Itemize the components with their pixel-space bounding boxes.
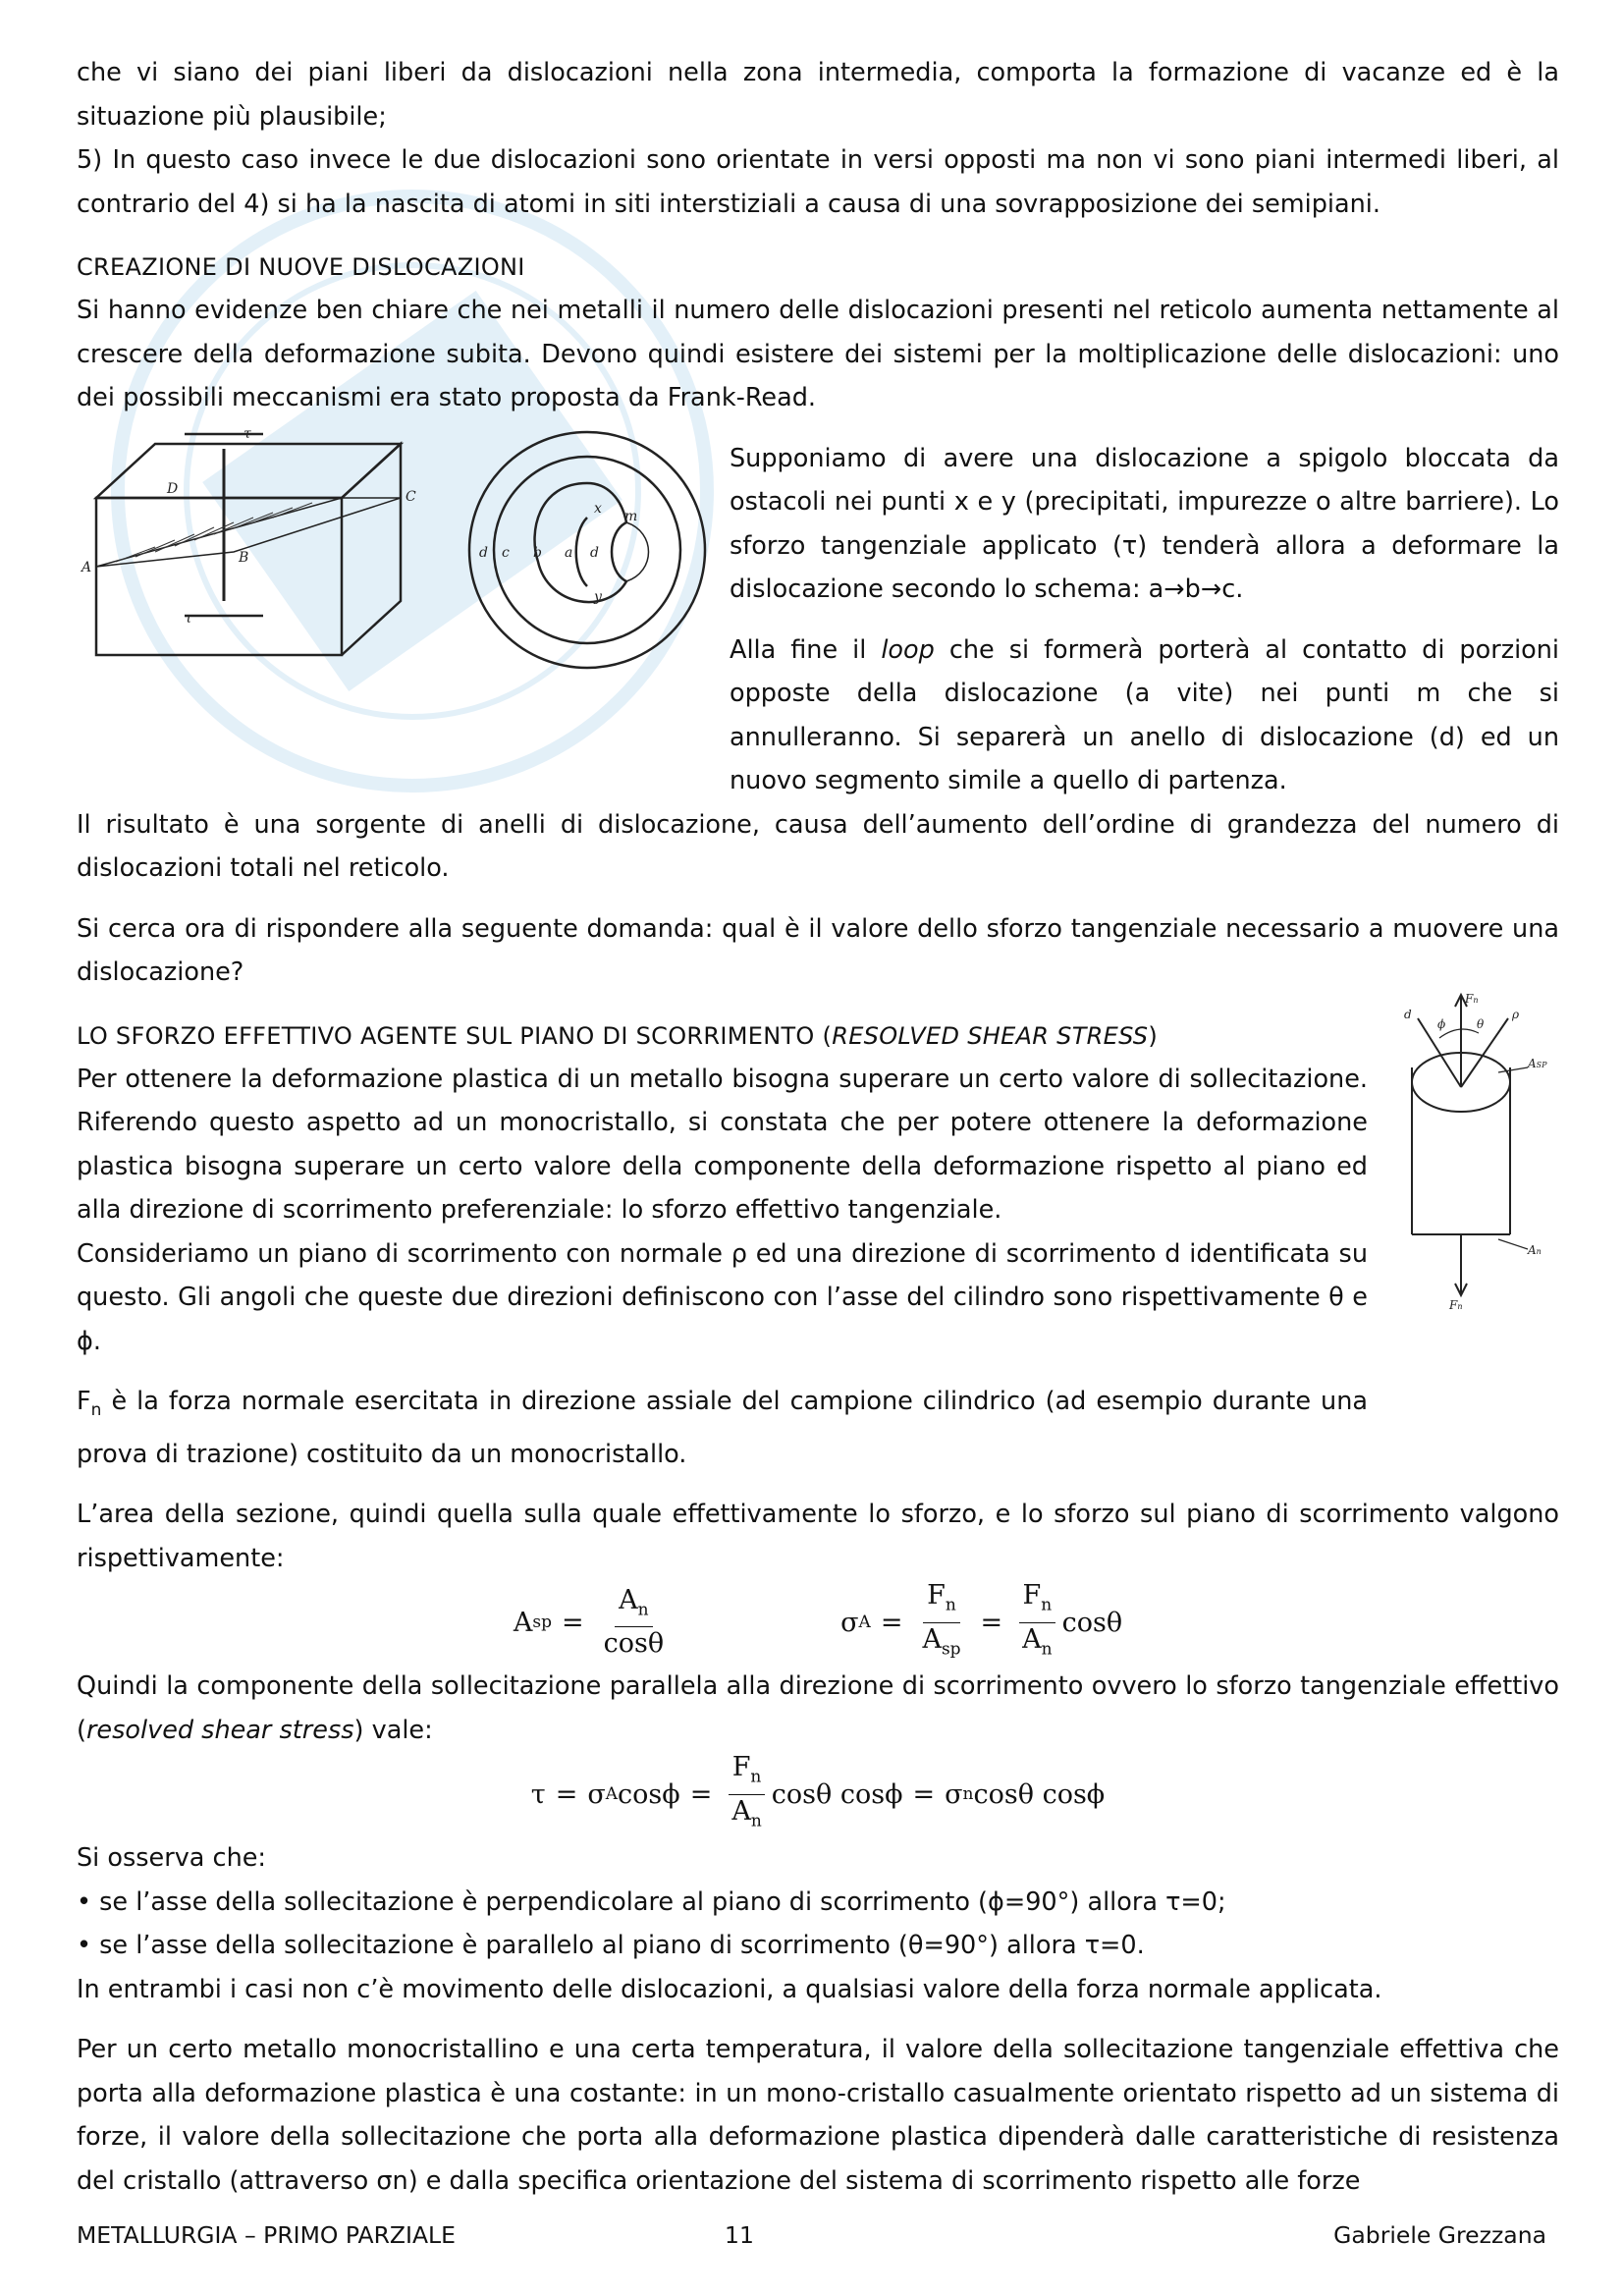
- frank-read-figure: [77, 424, 717, 675]
- paragraph: Si osserva che:: [77, 1843, 267, 1874]
- figure-label: ρ: [1512, 1008, 1520, 1021]
- bullet-item: • se l’asse della sollecitazione è parallelo al piano di scorrimento (θ=90°) allora τ=0.: [77, 1931, 1145, 1961]
- paragraph: Supponiamo di avere una dislocazione a spigolo bloccata da ostacoli nei punti x e y (precipitati, impurezze o altre barriere). Lo sforzo tangenziale applicato (τ) tenderà allora a deformare la dislocazione secondo lo schema: a→b→c.: [730, 443, 1559, 604]
- paragraph: Si hanno evidenze ben chiare che nei metalli il numero delle dislocazioni presenti nel reticolo aumenta nettamente al crescere della deformazione subita. Devono quindi esistere dei sistemi per la moltiplicazione delle dislocazioni: uno dei possibili meccanismi era stato proposta da Frank-Read.: [77, 296, 1559, 412]
- paragraph: In entrambi i casi non c’è movimento delle dislocazioni, a qualsiasi valore della forza normale applicata.: [77, 1974, 1382, 2004]
- svg-text:ASP: [1527, 1057, 1547, 1070]
- figure-label: n: [1457, 1302, 1463, 1311]
- paragraph: Si cerca ora di rispondere alla seguente domanda: qual è il valore dello sforzo tangenziale necessario a muovere una dislocazione?: [77, 913, 1559, 987]
- paragraph: Per un certo metallo monocristallino e una certa temperatura, il valore della sollecitazione tangenziale effettiva che porta alla deformazione plastica è una costante: in un mono-cristallo casualmente orientato rispetto ad un sistema di forze, il valore della sollecitazione che porta alla deformazione plastica dipenderà dalle caratteristiche di resistenza del cristallo (attraverso σn) e dalla specifica orientazione del sistema di scorrimento rispetto alle forze: [77, 2035, 1559, 2196]
- document-body: [77, 51, 1559, 2203]
- figure-label: θ: [1477, 1017, 1485, 1031]
- svg-text:Fn: [1464, 992, 1478, 1006]
- paragraph: 5) In questo caso invece le due dislocazioni sono orientate in versi opposti ma non vi sono piani intermedi liberi, al contrario del 4) si ha la nascita di atomi in siti interstiziali a causa di una sovrapposizione dei semipiani.: [77, 145, 1559, 219]
- bullet-item: • se l’asse della sollecitazione è perpendicolare al piano di scorrimento (ϕ=90°) allora τ=0;: [77, 1886, 1226, 1917]
- paragraph: Per ottenere la deformazione plastica di un metallo bisogna superare un certo valore di sollecitazione. Riferendo questo aspetto ad un monocristallo, si constata che per potere ottenere la deformazione plastica bisogna superare un certo valore della componente della deformazione rispetto al piano ed alla direzione di scorrimento preferenziale: lo sforzo effettivo tangenziale.: [77, 1064, 1368, 1225]
- svg-text:Fn: [1448, 1298, 1462, 1312]
- paragraph: $F_n$ è la forza normale esercitata in direzione assiale del campione cilindrico (ad esempio durante una prova di trazione) costituito da un monocristallo.: [77, 1387, 1368, 1469]
- paragraph: Il risultato è una sorgente di anelli di dislocazione, causa dell’aumento dell’ordine di grandezza del numero di dislocazioni totali nel reticolo.: [77, 809, 1559, 883]
- figure-label: C: [406, 489, 416, 505]
- figure-label: n: [1473, 996, 1479, 1005]
- figure-label: a: [565, 545, 573, 561]
- paragraph: Consideriamo un piano di scorrimento con normale ρ ed una direzione di scorrimento d identificata su questo. Gli angoli che queste due direzioni definiscono con l’asse del cilindro sono rispettivamente θ e ϕ.: [77, 1238, 1368, 1356]
- paragraph: Quindi la componente della sollecitazione parallela alla direzione di scorrimento ovvero lo sforzo tangenziale effettivo (resolved shear stress) vale:: [77, 1671, 1559, 1745]
- figure-label: A: [1528, 1243, 1537, 1257]
- equation-area-stress: A sp = $\frac{A_n}{\cos\theta}$ σ A = $\frac{F_n}{A_{sp}}$ = $\frac{F_n}{A_n}$ cosθ: [513, 1580, 1123, 1660]
- figure-label: d: [479, 545, 488, 561]
- equation-resolved-shear-stress: τ = σ A cosϕ = $\frac{F_n}{A_n}$ cosθ cosϕ = σ n cosθ cosϕ: [530, 1752, 1106, 1831]
- paragraph: L’area della sezione, quindi quella sulla quale effettivamente lo sforzo, e lo sforzo sul piano di scorrimento valgono rispettivamente:: [77, 1500, 1559, 1573]
- figure-label: A: [1528, 1057, 1537, 1070]
- figure-label: τ: [243, 426, 251, 442]
- figure-label: d: [590, 545, 599, 561]
- figure-label: c: [502, 545, 510, 561]
- figure-label: ϕ: [1437, 1017, 1446, 1031]
- figure-label: m: [624, 509, 638, 524]
- paragraph: che vi siano dei piani liberi da dislocazioni nella zona intermedia, comporta la formazione di vacanze ed è la situazione più plausibile;: [77, 58, 1559, 132]
- page-number: 11: [725, 2221, 754, 2249]
- page-footer: [77, 2221, 1546, 2261]
- footer-title: METALLURGIA – PRIMO PARZIALE: [77, 2221, 456, 2249]
- figure-label: τ: [185, 611, 192, 627]
- figure-label: F: [1449, 1298, 1458, 1312]
- section-heading: LO SFORZO EFFETTIVO AGENTE SUL PIANO DI SCORRIMENTO (RESOLVED SHEAR STRESS): [77, 1021, 1158, 1050]
- figure-label: n: [1536, 1247, 1542, 1256]
- figure-label: x: [594, 501, 602, 517]
- figure-label: y: [594, 589, 602, 605]
- figure-label: SP: [1536, 1061, 1547, 1069]
- figure-label: F: [1465, 992, 1474, 1006]
- svg-text:An: [1527, 1243, 1542, 1257]
- figure-label: b: [533, 545, 542, 561]
- figure-label: d: [1404, 1008, 1412, 1021]
- footer-author: Gabriele Grezzana: [1333, 2221, 1546, 2249]
- figure-label: D: [167, 481, 179, 497]
- resolved-shear-figure: [1380, 989, 1547, 1313]
- paragraph: Alla fine il loop che si formerà porterà al contatto di porzioni opposte della dislocazione (a vite) nei punti m che si annulleranno. Si separerà un anello di dislocazione (d) ed un nuovo segmento simile a quello di partenza.: [730, 634, 1560, 795]
- section-heading: CREAZIONE DI NUOVE DISLOCAZIONI: [77, 253, 525, 281]
- figure-label: B: [239, 550, 249, 566]
- figure-label: A: [81, 560, 92, 575]
